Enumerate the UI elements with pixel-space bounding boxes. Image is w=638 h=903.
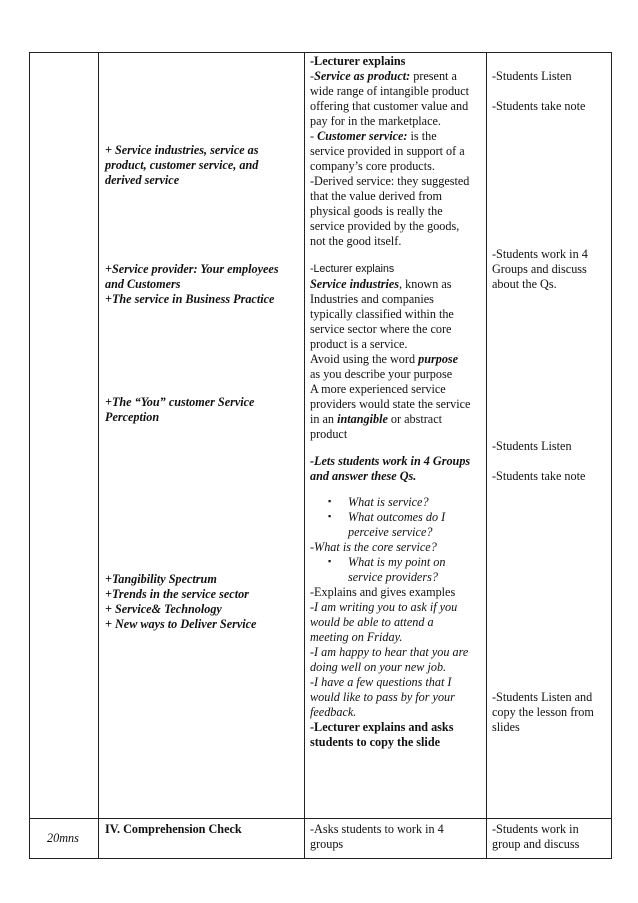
- example-line: -I am writing you to ask if you: [310, 600, 458, 614]
- topic-line: +Service provider: Your employees: [105, 262, 279, 276]
- topic-line: derived service: [105, 173, 180, 187]
- activity-line: Industries and companies: [310, 292, 434, 306]
- activity-line: service sector where the core: [310, 322, 452, 336]
- activity-line: company’s core products.: [310, 159, 435, 173]
- student-activity: -Students take note: [492, 99, 586, 113]
- topic-line: +Trends in the service sector: [105, 587, 249, 601]
- activity-line: not the good itself.: [310, 234, 402, 248]
- activity-line: pay for in the marketplace.: [310, 114, 441, 128]
- col-border-right: [611, 52, 612, 859]
- activity-line: groups: [310, 837, 344, 851]
- activity-line: typically classified within the: [310, 307, 454, 321]
- student-activity: -Students Listen and: [492, 690, 593, 704]
- student-activity: -Students take note: [492, 469, 586, 483]
- activity-line: providers would state the service: [310, 397, 471, 411]
- activity-line: Avoid using the word purpose: [310, 352, 459, 366]
- row-divider: [29, 818, 612, 819]
- activity-line: -Lecturer explains and asks: [310, 720, 454, 734]
- example-line: -I am happy to hear that you are: [310, 645, 469, 659]
- student-activity: slides: [492, 720, 520, 734]
- col-divider-3: [486, 52, 487, 859]
- example-line: feedback.: [310, 705, 357, 719]
- activity-line: -Lecturer explains: [310, 54, 406, 68]
- student-activity: group and discuss: [492, 837, 580, 851]
- topic-line: + Service industries, service as: [105, 143, 259, 157]
- student-activity: copy the lesson from: [492, 705, 594, 719]
- activity-line: service provided by the goods,: [310, 219, 460, 233]
- topic-line: product, customer service, and: [105, 158, 259, 172]
- topic-line: and Customers: [105, 277, 181, 291]
- student-activity: -Students work in: [492, 822, 579, 836]
- topic-line: +The “You” customer Service: [105, 395, 255, 409]
- activity-line: -Asks students to work in 4: [310, 822, 444, 836]
- activity-line: as you describe your purpose: [310, 367, 453, 381]
- activity-line: -Lets students work in 4 Groups: [310, 454, 471, 468]
- topic-line: + Service& Technology: [105, 602, 222, 616]
- question-line: service providers?: [348, 570, 438, 584]
- student-activity: about the Qs.: [492, 277, 557, 291]
- activity-line: wide range of intangible product: [310, 84, 470, 98]
- col-border-left: [29, 52, 30, 859]
- student-activity: Groups and discuss: [492, 262, 587, 276]
- table-border-top: [29, 52, 612, 53]
- question-line: perceive service?: [348, 525, 433, 539]
- topic-line: Perception: [105, 410, 160, 424]
- example-line: meeting on Friday.: [310, 630, 403, 644]
- activity-line: A more experienced service: [310, 382, 446, 396]
- question-line: What is service?: [348, 495, 429, 509]
- activity-line: product is a service.: [310, 337, 408, 351]
- activity-line: physical goods is really the: [310, 204, 443, 218]
- student-activity: -Students Listen: [492, 439, 572, 453]
- example-line: -I have a few questions that I: [310, 675, 452, 689]
- activity-line: Service industries, known as: [310, 277, 452, 291]
- activity-line: and answer these Qs.: [310, 469, 417, 483]
- bullet-icon: ▪: [328, 496, 332, 506]
- student-activity: -Students work in 4: [492, 247, 588, 261]
- activity-line: product: [310, 427, 348, 441]
- bullet-icon: ▪: [328, 556, 332, 566]
- stage-title: IV. Comprehension Check: [105, 822, 242, 836]
- example-line: doing well on your new job.: [310, 660, 447, 674]
- activity-line: students to copy the slide: [310, 735, 441, 749]
- example-line: would be able to attend a: [310, 615, 434, 629]
- bullet-icon: ▪: [328, 511, 332, 521]
- col-divider-1: [98, 52, 99, 859]
- student-activity: -Students Listen: [492, 69, 572, 83]
- question-line: What outcomes do I: [348, 510, 446, 524]
- topic-line: +Tangibility Spectrum: [105, 572, 217, 586]
- topic-line: + New ways to Deliver Service: [105, 617, 257, 631]
- activity-line: - Customer service: is the: [310, 129, 437, 143]
- topic-line: +The service in Business Practice: [105, 292, 275, 306]
- example-line: would like to pass by for your: [310, 690, 455, 704]
- activity-line: -Explains and gives examples: [310, 585, 456, 599]
- table-border-bottom: [29, 858, 612, 859]
- col-divider-2: [304, 52, 305, 859]
- activity-line: service provided in support of a: [310, 144, 465, 158]
- activity-line: that the value derived from: [310, 189, 442, 203]
- activity-line: offering that customer value and: [310, 99, 469, 113]
- activity-line: in an intangible or abstract: [310, 412, 443, 426]
- activity-line: -Lecturer explains: [310, 263, 395, 275]
- activity-line: -Service as product: present a: [310, 69, 457, 83]
- question-line: What is my point on: [348, 555, 446, 569]
- time-cell: 20mns: [47, 831, 79, 845]
- activity-line: -Derived service: they suggested: [310, 174, 470, 188]
- activity-line: -What is the core service?: [310, 540, 437, 554]
